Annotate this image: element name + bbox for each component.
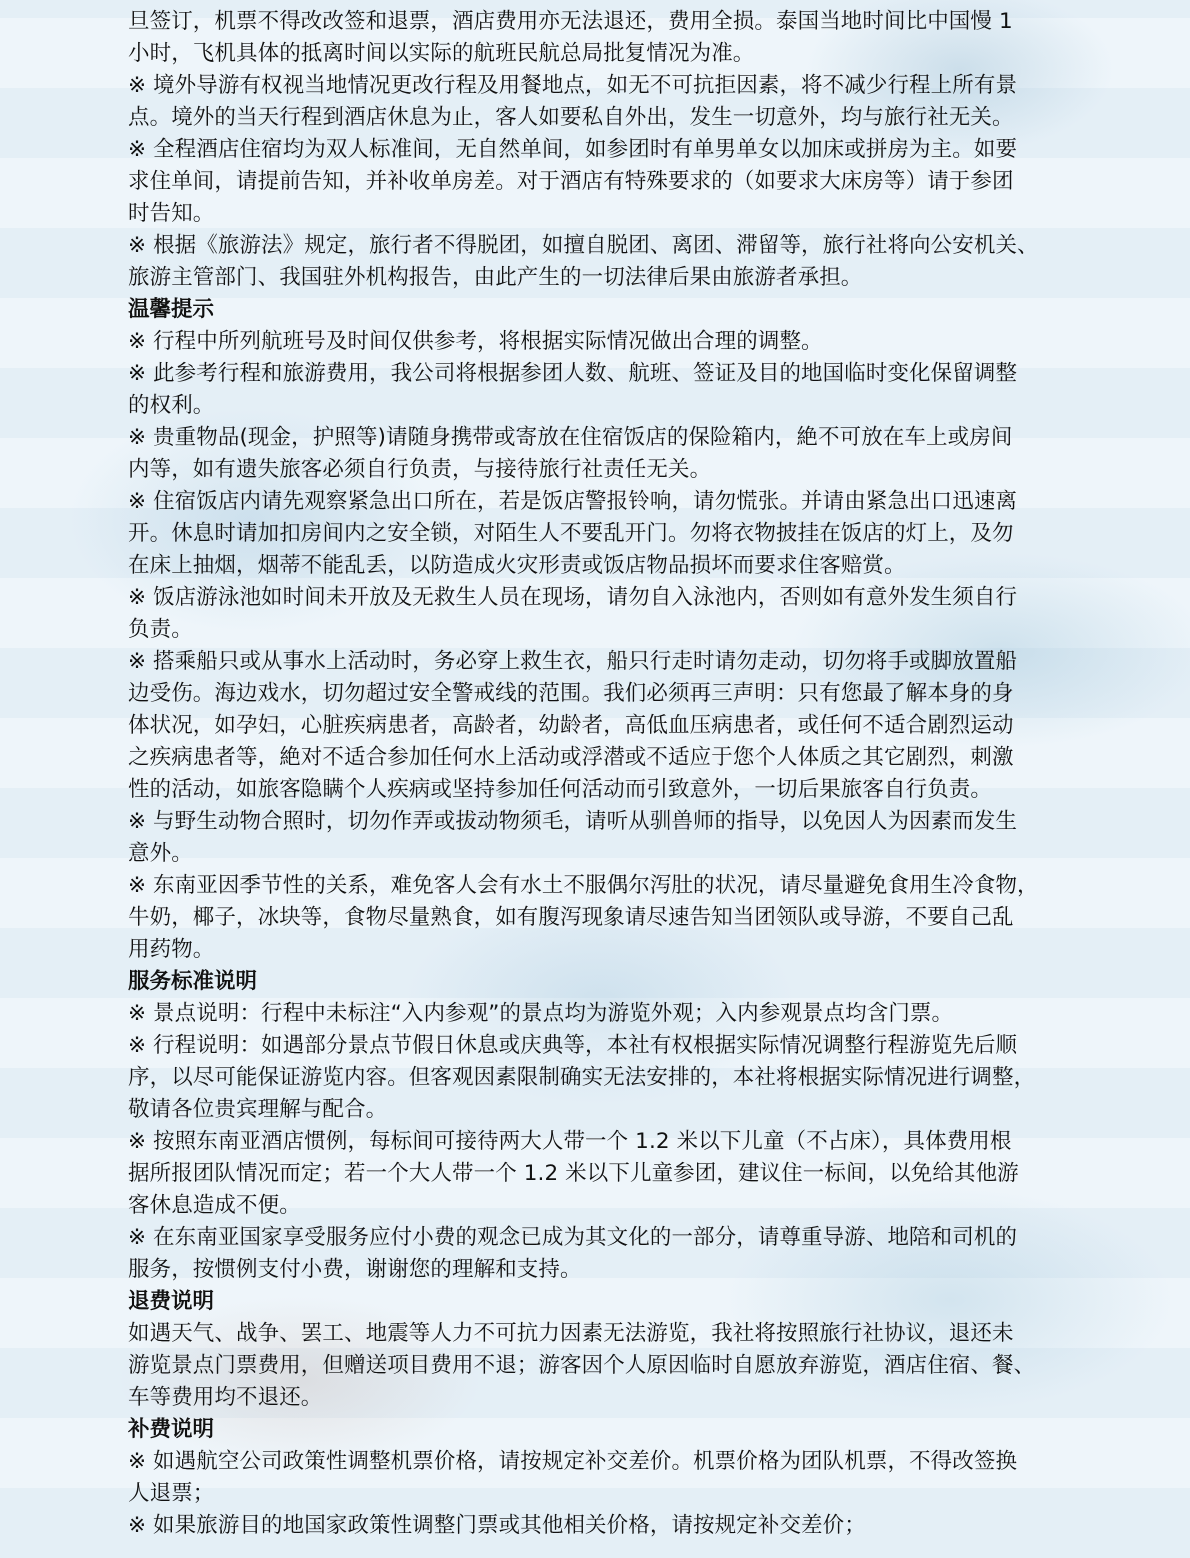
text-line: ※ 景点说明：行程中未标注“入内参观”的景点均为游览外观；入内参观景点均含门票。: [128, 1001, 954, 1026]
text-line: ※ 境外导游有权视当地情况更改行程及用餐地点，如无不可抗拒因素，将不减少行程上所有景: [128, 73, 1018, 98]
text-line: 点。境外的当天行程到酒店休息为止，客人如要私自外出，发生一切意外，均与旅行社无关。: [128, 105, 1014, 130]
text-line: 旅游主管部门、我国驻外机构报告，由此产生的一切法律后果由旅游者承担。: [128, 265, 863, 290]
text-line: ※ 行程说明：如遇部分景点节假日休息或庆典等，本社有权根据实际情况调整行程游览先后顺: [128, 1033, 1018, 1058]
text-line: ※ 根据《旅游法》规定，旅行者不得脱团，如擅自脱团、离团、滞留等，旅行社将向公安机关、: [128, 233, 1039, 258]
text-line: 敬请各位贵宾理解与配合。: [128, 1097, 388, 1122]
text-line: 客休息造成不便。: [128, 1193, 301, 1218]
text-line: ※ 与野生动物合照时，切勿作弄或拔动物须毛，请听从驯兽师的指导，以免因人为因素而发生: [128, 809, 1018, 834]
section-heading: 服务标准说明: [128, 969, 258, 994]
text-line: 如遇天气、战争、罢工、地震等人力不可抗力因素无法游览，我社将按照旅行社协议，退还未: [128, 1321, 1014, 1346]
text-line: ※ 贵重物品(现金，护照等)请随身携带或寄放在住宿饭店的保险箱内，絶不可放在车上或房间: [128, 425, 1013, 450]
text-line: 内等，如有遗失旅客必须自行负责，与接待旅行社责任无关。: [128, 457, 712, 482]
text-line: 开。休息时请加扣房间内之安全锁，对陌生人不要乱开门。勿将衣物披挂在饭店的灯上，及勿: [128, 521, 1014, 546]
document-body: [128, 6, 1128, 1542]
text-line: ※ 东南亚因季节性的关系，难免客人会有水土不服偶尔泻肚的状况，请尽量避免食用生冷食物，: [128, 873, 1039, 898]
text-line: ※ 按照东南亚酒店惯例，每标间可接待两大人带一个 1.2 米以下儿童（不占床），具体费用根: [128, 1129, 1012, 1154]
text-line: ※ 如遇航空公司政策性调整机票价格，请按规定补交差价。机票价格为团队机票，不得改签换: [128, 1449, 1018, 1474]
text-line: ※ 此参考行程和旅游费用，我公司将根据参团人数、航班、签证及目的地国临时变化保留调整: [128, 361, 1018, 386]
text-line: 车等费用均不退还。: [128, 1385, 323, 1410]
text-line: 边受伤。海边戏水，切勿超过安全警戒线的范围。我们必须再三声明：只有您最了解本身的身: [128, 681, 1014, 706]
text-line: 序，以尽可能保证游览内容。但客观因素限制确实无法安排的，本社将根据实际情况进行调整，: [128, 1065, 1036, 1090]
section-heading: 退费说明: [128, 1289, 215, 1314]
text-line: ※ 在东南亚国家享受服务应付小费的观念已成为其文化的一部分，请尊重导游、地陪和司机的: [128, 1225, 1018, 1250]
text-line: 游览景点门票费用，但赠送项目费用不退；游客因个人原因临时自愿放弃游览，酒店住宿、餐、: [128, 1353, 1036, 1378]
text-line: ※ 饭店游泳池如时间未开放及无救生人员在现场，请勿自入泳池内，否则如有意外发生须自行: [128, 585, 1018, 610]
text-line: 之疾病患者等，絶对不适合参加任何水上活动或浮潜或不适应于您个人体质之其它剧烈，刺激: [128, 745, 1014, 770]
text-line: 体状况，如孕妇，心脏疾病患者，高龄者，幼龄者，高低血压病患者，或任何不适合剧烈运动: [128, 713, 1014, 738]
text-line: 据所报团队情况而定；若一个大人带一个 1.2 米以下儿童参团，建议住一标间，以免给其他游: [128, 1161, 1019, 1186]
text-line: 人退票；: [128, 1481, 215, 1506]
text-line: 意外。: [128, 841, 193, 866]
text-line: 在床上抽烟，烟蒂不能乱丢，以防造成火灾形责或饭店物品损坏而要求住客赔赏。: [128, 553, 906, 578]
text-line: ※ 如果旅游目的地国家政策性调整门票或其他相关价格，请按规定补交差价；: [128, 1513, 866, 1538]
text-line: 小时，飞机具体的抵离时间以实际的航班民航总局批复情况为准。: [128, 41, 755, 66]
text-line: 旦签订，机票不得改改签和退票，酒店费用亦无法退还，费用全损。泰国当地时间比中国慢 1: [128, 9, 1013, 34]
text-line: 牛奶，椰子，冰块等，食物尽量熟食，如有腹泻现象请尽速告知当团领队或导游，不要自己乱: [128, 905, 1014, 930]
text-line: ※ 住宿饭店内请先观察紧急出口所在，若是饭店警报铃响，请勿慌张。并请由紧急出口迅速离: [128, 489, 1018, 514]
text-line: 服务，按惯例支付小费，谢谢您的理解和支持。: [128, 1257, 582, 1282]
text-line: 求住单间，请提前告知，并补收单房差。对于酒店有特殊要求的（如要求大床房等）请于参团: [128, 169, 1014, 194]
text-line: ※ 行程中所列航班号及时间仅供参考，将根据实际情况做出合理的调整。: [128, 329, 823, 354]
text-line: 的权利。: [128, 393, 215, 418]
text-line: 时告知。: [128, 201, 215, 226]
section-heading: 补费说明: [128, 1417, 215, 1442]
text-line: 负责。: [128, 617, 193, 642]
text-line: 性的活动，如旅客隐瞒个人疾病或坚持参加任何活动而引致意外，一切后果旅客自行负责。: [128, 777, 993, 802]
text-line: 用药物。: [128, 937, 215, 962]
section-heading: 温馨提示: [128, 297, 215, 322]
text-line: ※ 全程酒店住宿均为双人标准间，无自然单间，如参团时有单男单女以加床或拼房为主。如要: [128, 137, 1018, 162]
text-line: ※ 搭乘船只或从事水上活动时，务必穿上救生衣，船只行走时请勿走动，切勿将手或脚放置船: [128, 649, 1018, 674]
